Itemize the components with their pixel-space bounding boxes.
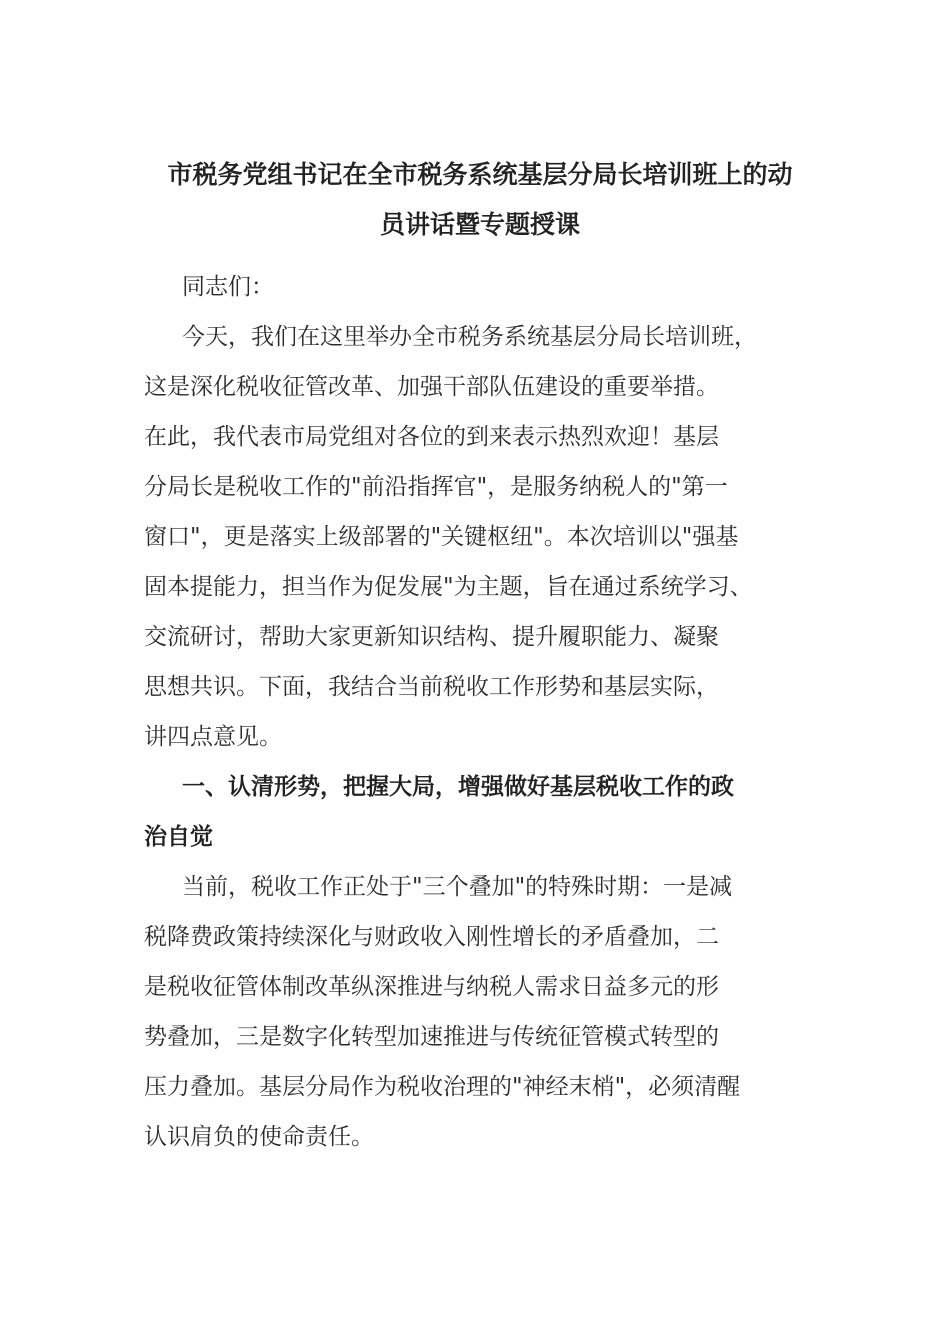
- title-line: 员讲话暨专题授课: [379, 210, 580, 239]
- heading-line: 一、认清形势，把握大局，增强做好基层税收工作的政: [182, 774, 734, 800]
- text-line: 是税收征管体制改革纵深推进与纳税人需求日益多元的形: [144, 974, 719, 1000]
- text-line: 窗口"，更是落实上级部署的"关键枢纽"。本次培训以"强基: [144, 524, 739, 550]
- text-line: 今天，我们在这里举办全市税务系统基层分局长培训班，: [182, 324, 757, 350]
- salutation-paragraph: [144, 262, 816, 312]
- section-1-heading: [144, 762, 816, 862]
- title-line: 市税务党组书记在全市税务系统基层分局长培训班上的动: [167, 160, 793, 189]
- text-line: 固本提能力，担当作为促发展"为主题，旨在通过系统学习、: [144, 574, 753, 600]
- heading-line: 治自觉: [144, 824, 213, 850]
- document-title: [144, 150, 816, 250]
- text-line: 交流研讨，帮助大家更新知识结构、提升履职能力、凝聚: [144, 624, 719, 650]
- text-line: 势叠加，三是数字化转型加速推进与传统征管模式转型的: [144, 1024, 719, 1050]
- section-1-paragraph: [144, 862, 816, 1162]
- text-line: 讲四点意见。: [144, 724, 282, 750]
- text-line: 思想共识。下面，我结合当前税收工作形势和基层实际，: [144, 674, 719, 700]
- text-line: 当前，税收工作正处于"三个叠加"的特殊时期：一是减: [182, 874, 733, 900]
- document-body: [144, 262, 816, 1162]
- salutation: 同志们：: [182, 274, 274, 300]
- text-line: 分局长是税收工作的"前沿指挥官"，是服务纳税人的"第一: [144, 474, 728, 500]
- document-page: [144, 150, 816, 1162]
- text-line: 在此，我代表市局党组对各位的到来表示热烈欢迎！基层: [144, 424, 719, 450]
- text-line: 认识肩负的使命责任。: [144, 1124, 374, 1150]
- text-line: 税降费政策持续深化与财政收入刚性增长的矛盾叠加，二: [144, 924, 719, 950]
- text-line: 这是深化税收征管改革、加强干部队伍建设的重要举措。: [144, 374, 719, 400]
- text-line: 压力叠加。基层分局作为税收治理的"神经末梢"，必须清醒: [144, 1074, 741, 1100]
- intro-paragraph: [144, 312, 816, 762]
